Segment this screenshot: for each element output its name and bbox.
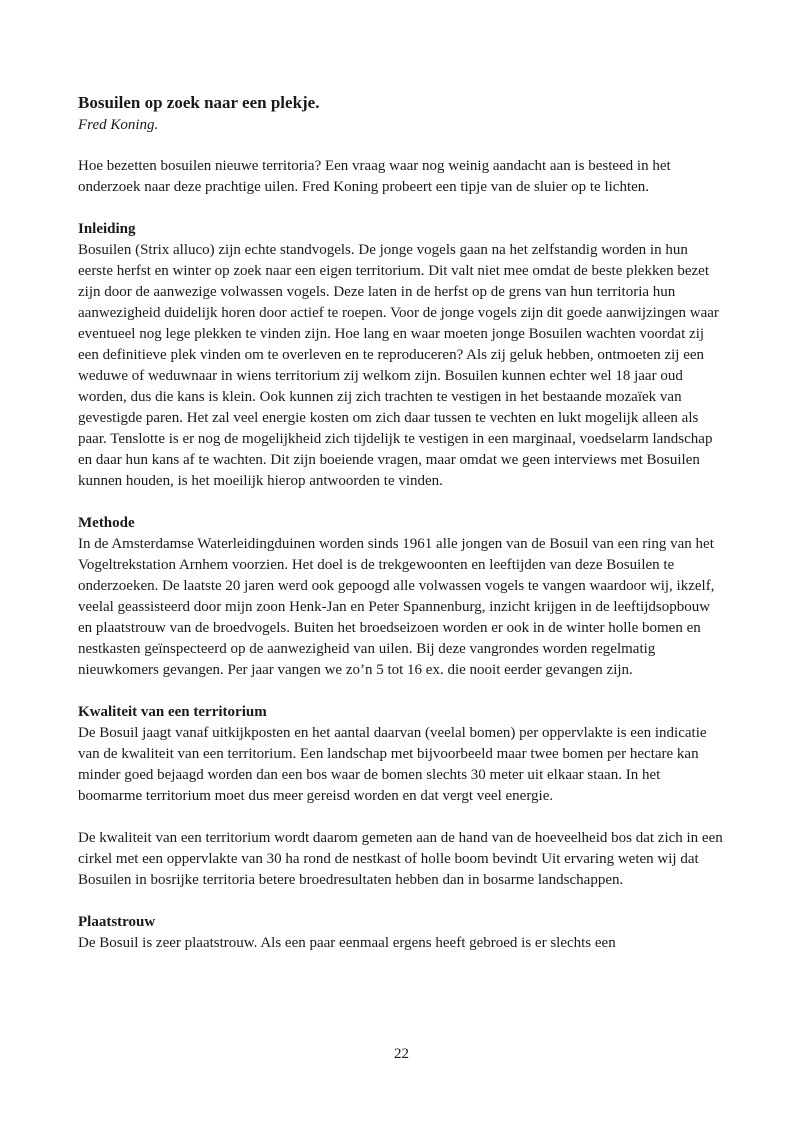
page-number: 22 [394,1046,409,1062]
article [78,91,723,954]
section-inleiding [78,219,723,492]
section-paragraph: De Bosuil jaagt vanaf uitkijkposten en het aantal daarvan (veelal bomen) per oppervlakte is een indicatie van de kwaliteit van een territorium. Een landschap met bijvoorbeeld maar twee bomen per hectare kan minder goed bejaagd worden dan een bos waar de bomen slechts 30 meter uit elkaar staan. In het boomarme territorium moet dus meer gereisd worden en dat vergt veel energie. [78,725,707,804]
section-heading: Plaatstrouw [78,914,156,930]
section-paragraph: Bosuilen (Strix alluco) zijn echte standvogels. De jonge vogels gaan na het zelfstandig worden in hun eerste herfst en winter op zoek naar een eigen territorium. Dit valt niet mee omdat de beste plekken bezet zijn door de aanwezige volwassen vogels. Deze laten in de herfst op de grens van hun territoria hun aanwezigheid duidelijk horen door actief te roepen. Voor de jonge vogels zijn dit goede aanwijzingen waar eventueel nog lege plekken te vinden zijn. Hoe lang en waar moeten jonge Bosuilen wachten voordat zij een definitieve plek vinden om te overleven en te reproduceren? Als zij geluk hebben, ontmoeten zij een weduwe of weduwnaar in wiens territorium zij welkom zijn. Bosuilen kunnen echter wel 18 jaar oud worden, dus die kans is klein. Ook kunnen zij zich trachten te vestigen in het bestaande mozaïek van gevestigde paren. Het zal veel energie kosten om zich daar tussen te vechten en lukt mogelijk alleen als paar. Tenslotte is er nog de mogelijkheid zich tijdelijk te vestigen in een marginaal, voedselarm landschap en daar hun kans af te wachten. Dit zijn boeiende vragen, maar omdat we geen interviews met Bosuilen kunnen houden, is het moeilijk hierop antwoorden te vinden. [78,242,719,489]
section-paragraph: De Bosuil is zeer plaatstrouw. Als een paar eenmaal ergens heeft gebroed is er slechts een [78,935,616,951]
section-paragraph: In de Amsterdamse Waterleidingduinen worden sinds 1961 alle jongen van de Bosuil van een ring van het Vogeltrekstation Arnhem voorzien. Het doel is de trekgewoonten en leeftijden van deze Bosuilen te onderzoeken. De laatste 20 jaren werd ook gepoogd alle volwassen vogels te vangen waardoor wij, ikzelf, veelal geassisteerd door mijn zoon Henk-Jan en Peter Spannenburg, inzicht krijgen in de leeftijdsopbouw en plaatstrouw van de broedvogels. Buiten het broedseizoen worden er ook in de winter holle bomen en nestkasten geïnspecteerd op de aanwezigheid van uilen. Bij deze vangrondes worden regelmatig nieuwkomers gevangen. Per jaar vangen we zo’n 5 tot 16 ex. die nooit eerder gevangen zijn. [78,536,715,678]
section-paragraph: De kwaliteit van een territorium wordt daarom gemeten aan de hand van de hoeveelheid bos dat zich in een cirkel met een oppervlakte van 30 ha rond de nestkast of holle boom bevindt Uit ervaring weten wij dat Bosuilen in bosrijke territoria betere broedresultaten hebben dan in bosarme landschappen. [78,830,723,888]
section-heading: Methode [78,515,135,531]
section-methode [78,513,723,681]
section-plaatstrouw [78,912,723,954]
article-author: Fred Koning. [78,117,159,133]
section-heading: Inleiding [78,221,136,237]
section-kwaliteit [78,702,723,891]
section-heading: Kwaliteit van een territorium [78,704,267,720]
article-intro: Hoe bezetten bosuilen nieuwe territoria? Een vraag waar nog weinig aandacht aan is besteed in het onderzoek naar deze prachtige uilen. Fred Koning probeert een tipje van de sluier op te lichten. [78,158,671,195]
article-title: Bosuilen op zoek naar een plekje. [78,93,320,112]
